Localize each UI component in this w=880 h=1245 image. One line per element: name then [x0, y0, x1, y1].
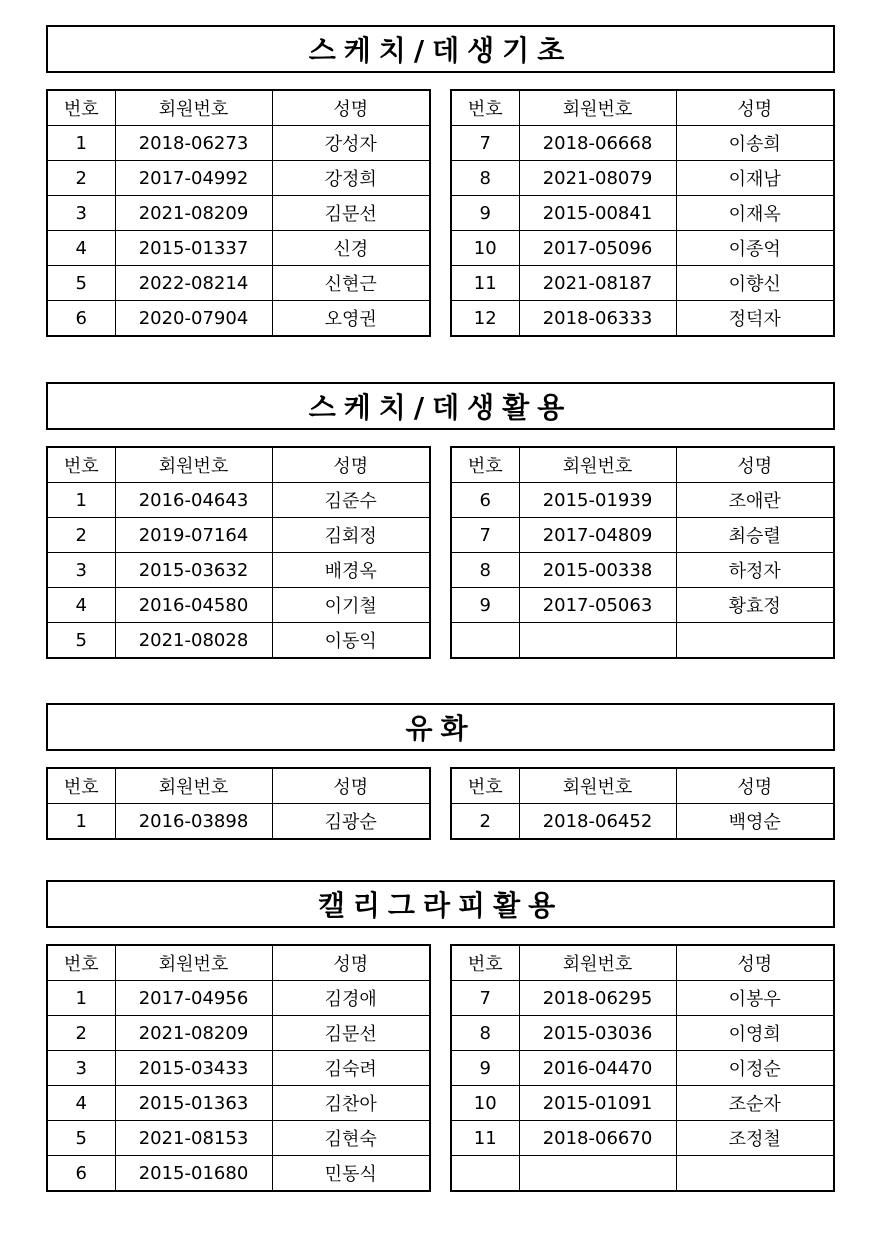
row-name: 김광순 [272, 804, 430, 840]
row-number: 1 [47, 981, 115, 1016]
row-name: 김문선 [272, 1016, 430, 1051]
table-row [451, 1051, 834, 1086]
row-member-id: 2021-08209 [115, 1016, 272, 1051]
row-number: 3 [47, 553, 115, 588]
table-header-row [47, 90, 430, 126]
row-member-id: 2015-01337 [115, 231, 272, 266]
roster-table-left [46, 89, 431, 337]
row-number: 5 [47, 1121, 115, 1156]
row-member-id: 2015-03632 [115, 553, 272, 588]
row-number: 6 [451, 483, 519, 518]
row-name: 하정자 [676, 553, 834, 588]
row-member-id: 2021-08079 [519, 161, 676, 196]
row-number: 4 [47, 588, 115, 623]
header-member-id: 회원번호 [519, 90, 676, 126]
row-name: 김준수 [272, 483, 430, 518]
table-row [451, 196, 834, 231]
table-row [451, 231, 834, 266]
row-number: 6 [47, 301, 115, 337]
table-row [47, 161, 430, 196]
row-number: 1 [47, 483, 115, 518]
row-name: 조순자 [676, 1086, 834, 1121]
row-number: 6 [47, 1156, 115, 1192]
row-number: 7 [451, 981, 519, 1016]
row-member-id: 2020-07904 [115, 301, 272, 337]
header-number: 번호 [47, 90, 115, 126]
row-name: 오영권 [272, 301, 430, 337]
row-member-id: 2016-04470 [519, 1051, 676, 1086]
table-row [47, 126, 430, 161]
row-name: 이영희 [676, 1016, 834, 1051]
table-row [451, 623, 834, 659]
row-member-id: 2021-08187 [519, 266, 676, 301]
row-member-id: 2018-06670 [519, 1121, 676, 1156]
roster-table-right [450, 446, 835, 659]
row-member-id: 2015-00841 [519, 196, 676, 231]
row-member-id: 2017-04956 [115, 981, 272, 1016]
row-name: 배경옥 [272, 553, 430, 588]
table-row [451, 301, 834, 337]
row-name: 김회정 [272, 518, 430, 553]
section-title: 스케치/데생기초 [46, 25, 835, 73]
header-name: 성명 [676, 945, 834, 981]
table-header-row [451, 768, 834, 804]
row-member-id: 2017-05063 [519, 588, 676, 623]
row-name: 김찬아 [272, 1086, 430, 1121]
row-member-id: 2018-06295 [519, 981, 676, 1016]
row-member-id: 2015-01680 [115, 1156, 272, 1192]
header-name: 성명 [272, 945, 430, 981]
table-row [451, 266, 834, 301]
header-number: 번호 [451, 90, 519, 126]
row-number: 11 [451, 266, 519, 301]
header-member-id: 회원번호 [519, 945, 676, 981]
row-number: 10 [451, 231, 519, 266]
row-member-id: 2019-07164 [115, 518, 272, 553]
row-name [676, 623, 834, 659]
row-member-id: 2016-04643 [115, 483, 272, 518]
header-number: 번호 [451, 447, 519, 483]
row-member-id: 2015-01091 [519, 1086, 676, 1121]
header-name: 성명 [272, 447, 430, 483]
row-name: 김숙려 [272, 1051, 430, 1086]
row-number: 2 [47, 161, 115, 196]
header-member-id: 회원번호 [115, 768, 272, 804]
table-header-row [47, 447, 430, 483]
table-row [47, 518, 430, 553]
header-number: 번호 [451, 768, 519, 804]
row-name: 이봉우 [676, 981, 834, 1016]
roster-table-left [46, 446, 431, 659]
row-name: 조정철 [676, 1121, 834, 1156]
table-row [451, 553, 834, 588]
table-row [47, 588, 430, 623]
row-number: 8 [451, 161, 519, 196]
row-member-id: 2018-06333 [519, 301, 676, 337]
table-row [47, 1051, 430, 1086]
section-title: 캘리그라피활용 [46, 880, 835, 928]
roster-table-right [450, 89, 835, 337]
row-name: 이종억 [676, 231, 834, 266]
table-row [47, 1086, 430, 1121]
table-row [47, 553, 430, 588]
row-name: 신경 [272, 231, 430, 266]
table-row [451, 588, 834, 623]
row-member-id: 2022-08214 [115, 266, 272, 301]
row-name: 이정순 [676, 1051, 834, 1086]
table-row [47, 981, 430, 1016]
row-member-id: 2015-03433 [115, 1051, 272, 1086]
row-name: 신현근 [272, 266, 430, 301]
section-title: 유화 [46, 703, 835, 751]
table-header-row [451, 945, 834, 981]
row-number: 1 [47, 126, 115, 161]
row-name: 이재남 [676, 161, 834, 196]
row-number: 5 [47, 266, 115, 301]
table-row [47, 196, 430, 231]
row-member-id: 2017-04992 [115, 161, 272, 196]
table-row [451, 161, 834, 196]
table-row [47, 623, 430, 659]
table-row [451, 1016, 834, 1051]
row-number: 12 [451, 301, 519, 337]
table-header-row [451, 447, 834, 483]
row-number: 3 [47, 1051, 115, 1086]
roster-table-right [450, 944, 835, 1192]
header-member-id: 회원번호 [115, 945, 272, 981]
table-row [451, 483, 834, 518]
row-name: 조애란 [676, 483, 834, 518]
header-name: 성명 [272, 90, 430, 126]
row-name: 김현숙 [272, 1121, 430, 1156]
table-header-row [451, 90, 834, 126]
row-name: 최승렬 [676, 518, 834, 553]
row-member-id: 2015-01939 [519, 483, 676, 518]
header-number: 번호 [47, 447, 115, 483]
row-name: 정덕자 [676, 301, 834, 337]
row-member-id: 2021-08209 [115, 196, 272, 231]
roster-table-right [450, 767, 835, 840]
row-number: 11 [451, 1121, 519, 1156]
row-number: 9 [451, 1051, 519, 1086]
table-row [451, 1086, 834, 1121]
header-name: 성명 [676, 447, 834, 483]
row-number: 8 [451, 553, 519, 588]
table-row [47, 231, 430, 266]
row-name: 이동익 [272, 623, 430, 659]
roster-table-left [46, 944, 431, 1192]
row-name: 강성자 [272, 126, 430, 161]
table-row [451, 804, 834, 840]
row-number: 4 [47, 231, 115, 266]
header-number: 번호 [451, 945, 519, 981]
section-title: 스케치/데생활용 [46, 382, 835, 430]
header-member-id: 회원번호 [519, 768, 676, 804]
row-number: 2 [451, 804, 519, 840]
row-number [451, 623, 519, 659]
row-name: 이재옥 [676, 196, 834, 231]
row-number [451, 1156, 519, 1192]
row-name: 김경애 [272, 981, 430, 1016]
row-name: 김문선 [272, 196, 430, 231]
table-row [451, 1156, 834, 1192]
table-row [47, 483, 430, 518]
row-member-id: 2021-08153 [115, 1121, 272, 1156]
row-number: 8 [451, 1016, 519, 1051]
table-header-row [47, 768, 430, 804]
header-member-id: 회원번호 [115, 90, 272, 126]
row-name: 백영순 [676, 804, 834, 840]
header-number: 번호 [47, 768, 115, 804]
row-member-id: 2021-08028 [115, 623, 272, 659]
row-name: 이향신 [676, 266, 834, 301]
row-number: 3 [47, 196, 115, 231]
header-member-id: 회원번호 [115, 447, 272, 483]
row-number: 4 [47, 1086, 115, 1121]
table-row [451, 981, 834, 1016]
row-member-id: 2018-06452 [519, 804, 676, 840]
header-member-id: 회원번호 [519, 447, 676, 483]
table-row [451, 126, 834, 161]
row-number: 1 [47, 804, 115, 840]
row-name: 강정희 [272, 161, 430, 196]
header-name: 성명 [676, 768, 834, 804]
row-member-id [519, 1156, 676, 1192]
row-number: 7 [451, 126, 519, 161]
row-member-id: 2016-04580 [115, 588, 272, 623]
table-row [451, 1121, 834, 1156]
row-name [676, 1156, 834, 1192]
row-member-id: 2017-05096 [519, 231, 676, 266]
row-member-id: 2015-00338 [519, 553, 676, 588]
row-name: 황효정 [676, 588, 834, 623]
header-name: 성명 [272, 768, 430, 804]
row-number: 10 [451, 1086, 519, 1121]
table-header-row [47, 945, 430, 981]
roster-table-left [46, 767, 431, 840]
row-member-id [519, 623, 676, 659]
row-name: 민동식 [272, 1156, 430, 1192]
table-row [47, 1016, 430, 1051]
row-member-id: 2017-04809 [519, 518, 676, 553]
row-member-id: 2018-06273 [115, 126, 272, 161]
row-name: 이송희 [676, 126, 834, 161]
row-member-id: 2015-01363 [115, 1086, 272, 1121]
header-name: 성명 [676, 90, 834, 126]
row-member-id: 2016-03898 [115, 804, 272, 840]
row-member-id: 2015-03036 [519, 1016, 676, 1051]
table-row [47, 1121, 430, 1156]
table-row [47, 266, 430, 301]
row-name: 이기철 [272, 588, 430, 623]
row-number: 9 [451, 588, 519, 623]
table-row [451, 518, 834, 553]
row-number: 2 [47, 518, 115, 553]
row-number: 9 [451, 196, 519, 231]
row-number: 2 [47, 1016, 115, 1051]
row-number: 5 [47, 623, 115, 659]
table-row [47, 301, 430, 337]
header-number: 번호 [47, 945, 115, 981]
table-row [47, 804, 430, 840]
table-row [47, 1156, 430, 1192]
row-member-id: 2018-06668 [519, 126, 676, 161]
row-number: 7 [451, 518, 519, 553]
